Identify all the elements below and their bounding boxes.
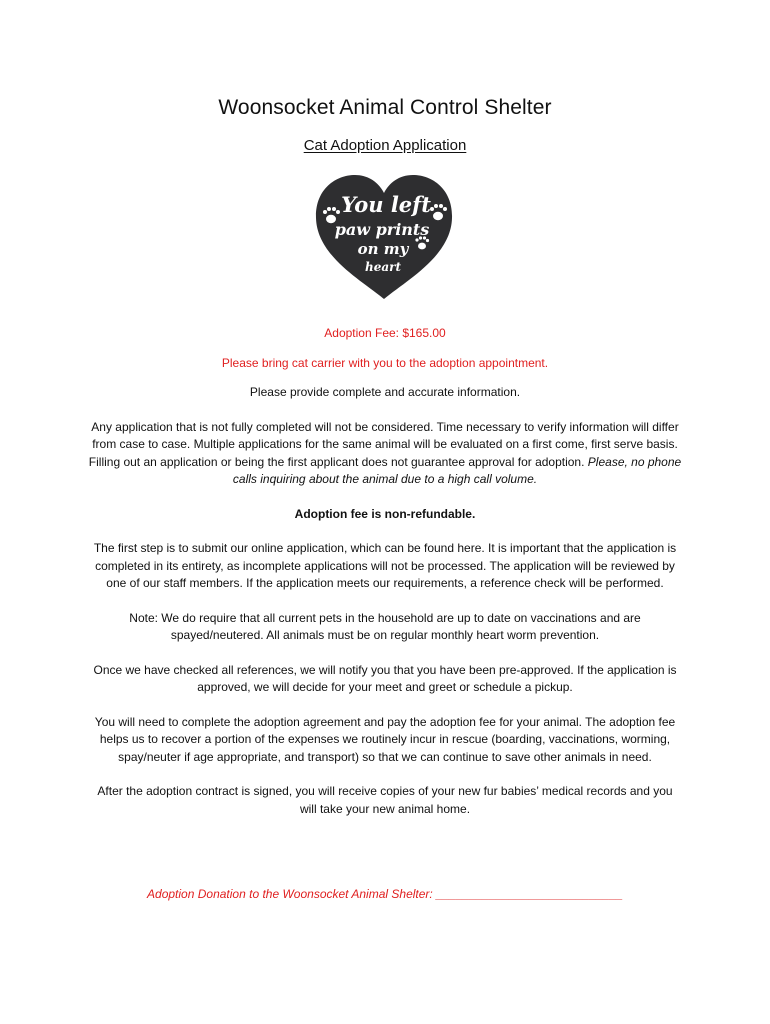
logo-text-line2: paw prints [334,220,430,239]
document-title: Woonsocket Animal Control Shelter [218,96,552,119]
application-policy-text: Any application that is not fully completed will not be considered. Time necessary to verify information will differ from case to case. Multiple applications for the same animal will be evaluated on a first come, first serve basis. Filling out an application or being the first applicant does not guarantee approval for adoption. [88,419,679,469]
logo-text-line4: heart [365,260,401,274]
paw-heart-logo [313,172,455,302]
adoption-fee: Adoption Fee: $165.00 [324,326,446,340]
donation-line: Adoption Donation to the Woonsocket Animal Shelter: ____________________________ [147,887,623,901]
subtitle-text: Cat Adoption Application [303,137,467,154]
provide-info-notice: Please provide complete and accurate information. [249,385,521,399]
document-body [88,325,682,835]
application-policy-paragraph [88,419,682,489]
nonrefundable-notice: Adoption fee is non-refundable. [294,506,476,521]
document-subtitle [0,137,770,154]
logo-text-line3: on my [357,240,409,258]
contract-signed-paragraph: After the adoption contract is signed, you will receive copies of your new fur babies’ medical records and you will take your new animal home. [97,784,673,816]
logo-text-line1: You left [341,192,431,217]
carrier-notice: Please bring cat carrier with you to the adoption appointment. [221,355,549,370]
adoption-agreement-paragraph: You will need to complete the adoption agreement and pay the adoption fee for your animal. The adoption fee helps us to recover a portion of the expenses we routinely incur in rescue (boarding, vaccinations, worming, spay/neuter if age appropriate, and transport) so that we can continue to save other animals in need. [94,714,676,764]
first-step-paragraph: The first step is to submit our online application, which can be found here. It is important that the application is completed in its entirety, as incomplete applications will not be processed. The application will be reviewed by one of our staff members. If the application meets our requirements, a reference check will be performed. [93,541,677,590]
heart-logo-graphic [313,172,455,302]
references-paragraph: Once we have checked all references, we will notify you that you have been pre-approved. If the application is approved, we will decide for your meet and greet or schedule a pickup. [93,662,677,694]
no-phone-calls-notice: Please, no phone calls inquiring about the animal due to a high call volume. [232,454,682,486]
vaccination-note-paragraph: Note: We do require that all current pets in the household are up to date on vaccinations and are spayed/neutered. All animals must be on regular monthly heart worm prevention. [129,610,641,642]
